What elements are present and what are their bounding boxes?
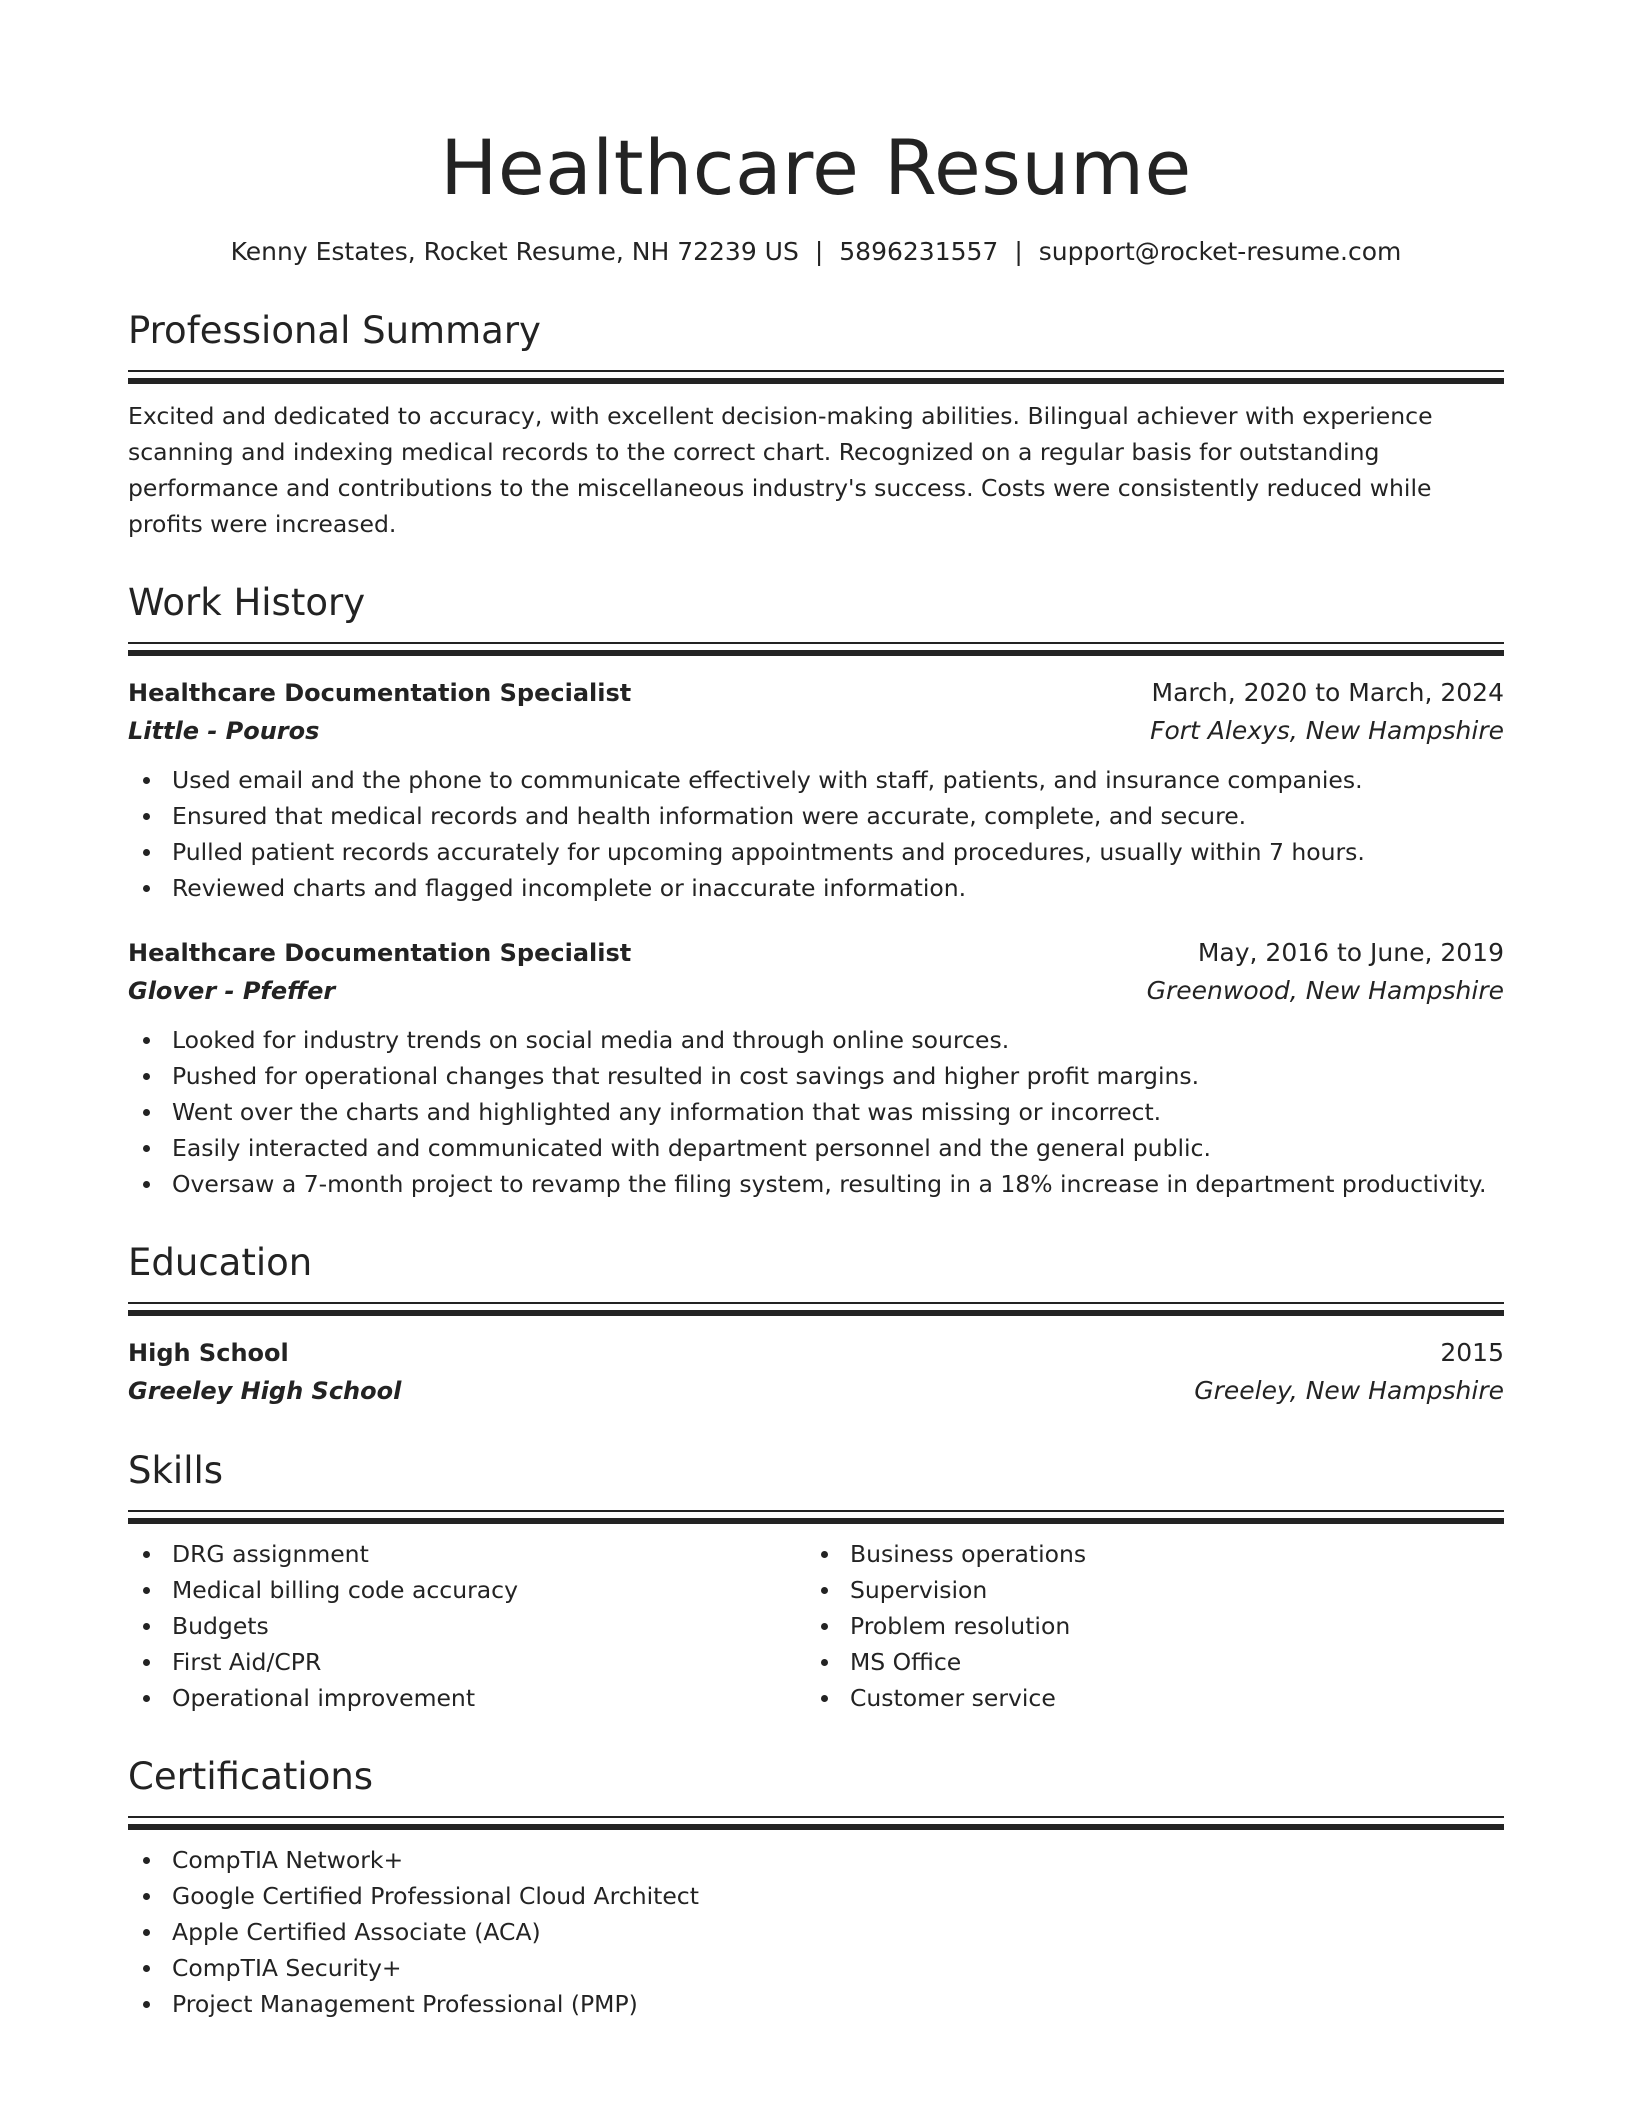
education-entry	[128, 1334, 1504, 1410]
contact-phone: 5896231557	[839, 237, 999, 266]
section-heading: Certifications	[128, 1755, 374, 1798]
section-divider-thin	[128, 1816, 1504, 1818]
list-item: Customer service	[806, 1680, 1484, 1716]
job-location: Greenwood, New Hampshire	[1146, 976, 1504, 1005]
section-divider-thick	[128, 1824, 1504, 1830]
list-item: Business operations	[806, 1536, 1484, 1572]
contact-address: Kenny Estates, Rocket Resume, NH 72239 US	[230, 237, 799, 266]
section-divider-thick	[128, 650, 1504, 656]
graduation-year: 2015	[1440, 1338, 1504, 1367]
section-divider-thick	[128, 1518, 1504, 1524]
job-dates: May, 2016 to June, 2019	[1197, 938, 1504, 967]
list-item: Reviewed charts and flagged incomplete or inaccurate information.	[128, 870, 1504, 906]
skills-grid	[128, 1536, 1504, 1716]
list-item: Oversaw a 7-month project to revamp the filing system, resulting in a 18% increase in department productivity.	[128, 1166, 1504, 1202]
section-heading: Education	[128, 1241, 313, 1284]
section-divider-thick	[128, 1310, 1504, 1316]
section-divider-thin	[128, 370, 1504, 372]
section-heading: Professional Summary	[128, 309, 541, 352]
section-divider-thick	[128, 378, 1504, 384]
section-heading: Work History	[128, 581, 366, 624]
list-item: Went over the charts and highlighted any information that was missing or incorrect.	[128, 1094, 1504, 1130]
job-entry	[128, 674, 1504, 906]
section-divider-thin	[128, 1302, 1504, 1304]
summary-section	[128, 306, 1504, 542]
job-duties	[128, 762, 1504, 906]
skills-column-right	[806, 1536, 1484, 1716]
contact-separator: |	[1014, 237, 1023, 266]
job-entry	[128, 934, 1504, 1202]
list-item: First Aid/CPR	[128, 1644, 806, 1680]
list-item: Pushed for operational changes that resulted in cost savings and higher profit margins.	[128, 1058, 1504, 1094]
list-item: MS Office	[806, 1644, 1484, 1680]
list-item: Project Management Professional (PMP)	[128, 1986, 1504, 2022]
section-heading: Skills	[128, 1449, 224, 1492]
list-item: Apple Certified Associate (ACA)	[128, 1914, 1504, 1950]
certifications-list	[128, 1842, 1504, 2022]
list-item: Supervision	[806, 1572, 1484, 1608]
degree: High School	[128, 1339, 289, 1367]
resume-title: Healthcare Resume	[440, 123, 1192, 212]
job-title: Healthcare Documentation Specialist	[128, 679, 632, 707]
section-divider-thin	[128, 1510, 1504, 1512]
list-item: Budgets	[128, 1608, 806, 1644]
list-item: Medical billing code accuracy	[128, 1572, 806, 1608]
list-item: DRG assignment	[128, 1536, 806, 1572]
list-item: Pulled patient records accurately for upcoming appointments and procedures, usually within 7 hours.	[128, 834, 1504, 870]
job-duties	[128, 1022, 1504, 1202]
section-divider-thin	[128, 642, 1504, 644]
job-location: Fort Alexys, New Hampshire	[1150, 716, 1504, 745]
contact-email: support@rocket-resume.com	[1038, 237, 1402, 266]
list-item: Google Certified Professional Cloud Architect	[128, 1878, 1504, 1914]
list-item: Ensured that medical records and health information were accurate, complete, and secure.	[128, 798, 1504, 834]
contact-line	[128, 234, 1504, 270]
certifications-section	[128, 1752, 1504, 2022]
job-company: Glover - Pfeffer	[128, 977, 336, 1005]
list-item: Used email and the phone to communicate effectively with staff, patients, and insurance companies.	[128, 762, 1504, 798]
job-title: Healthcare Documentation Specialist	[128, 939, 632, 967]
list-item: CompTIA Security+	[128, 1950, 1504, 1986]
school-name: Greeley High School	[128, 1377, 402, 1405]
list-item: Easily interacted and communicated with department personnel and the general public.	[128, 1130, 1504, 1166]
summary-text: Excited and dedicated to accuracy, with excellent decision-making abilities. Bilingual achiever with experience scanning and indexing medical records to the correct chart. Recognized on a regular basis for outstanding performance and contributions to the miscellaneous industry's success. Costs were consistently reduced while profits were increased.	[128, 402, 1433, 538]
resume-page	[128, 118, 1504, 2022]
skills-section	[128, 1446, 1504, 1716]
list-item: Problem resolution	[806, 1608, 1484, 1644]
list-item: CompTIA Network+	[128, 1842, 1504, 1878]
contact-separator: |	[814, 237, 824, 266]
list-item: Looked for industry trends on social media and through online sources.	[128, 1022, 1504, 1058]
school-location: Greeley, New Hampshire	[1194, 1376, 1504, 1405]
work-history-section	[128, 578, 1504, 1202]
list-item: Operational improvement	[128, 1680, 806, 1716]
education-section	[128, 1238, 1504, 1410]
skills-column-left	[128, 1536, 806, 1716]
job-company: Little - Pouros	[128, 717, 320, 745]
job-dates: March, 2020 to March, 2024	[1151, 678, 1504, 707]
